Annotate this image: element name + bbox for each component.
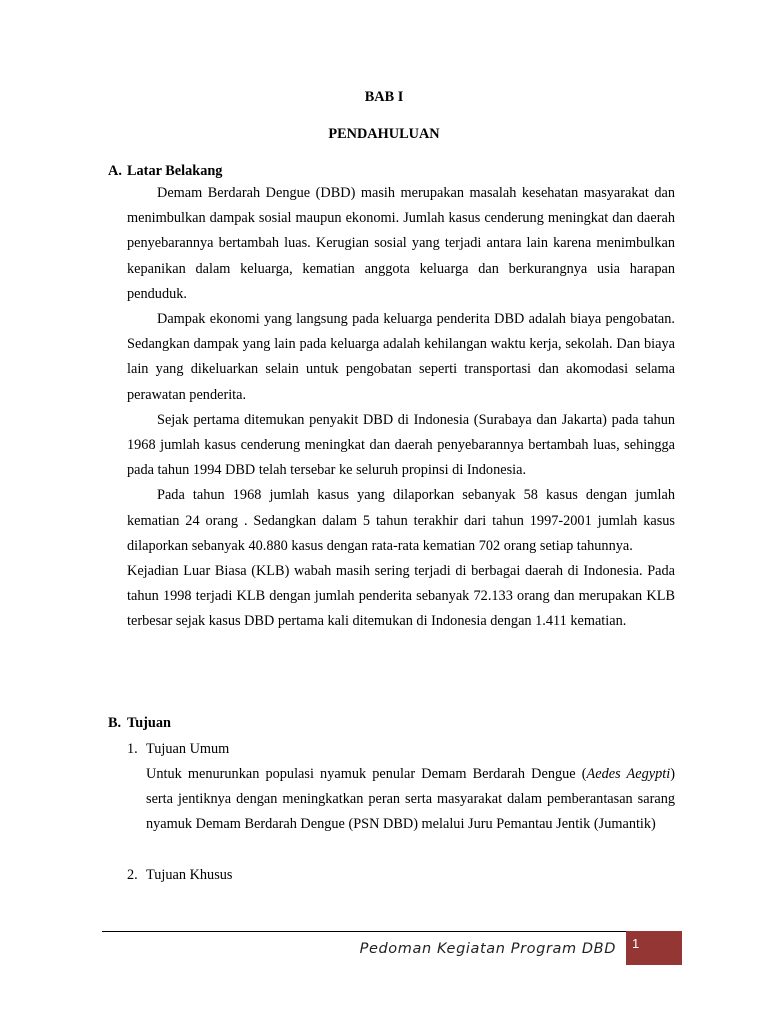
- paragraph: Pada tahun 1968 jumlah kasus yang dilaporkan sebanyak 58 kasus dengan jumlah kematian 24 orang . Sedangkan dalam 5 tahun terakhir dari tahun 1997-2001 jumlah kasus dilaporkan sebanyak 40.880 kasus dengan rata-rata kematian 702 orang setiap tahunnya.: [127, 487, 675, 554]
- chapter-title: PENDAHULUAN: [328, 126, 440, 142]
- footer-rule: [102, 931, 626, 932]
- paragraph: Sejak pertama ditemukan penyakit DBD di Indonesia (Surabaya dan Jakarta) pada tahun 1968 jumlah kasus cenderung meningkat dan daerah penyebarannya bertambah luas, sehingga pada tahun 1994 DBD telah tersebar ke seluruh propinsi di Indonesia.: [127, 411, 675, 479]
- section-a-body: [127, 181, 675, 635]
- list-item-number: 1.: [127, 741, 138, 757]
- page-number: 1: [632, 936, 640, 951]
- paragraph: Dampak ekonomi yang langsung pada keluarga penderita DBD adalah biaya pengobatan. Sedangkan dampak yang lain pada keluarga adalah kehilangan waktu kerja, sekolah. Dan biaya lain yang dikeluarkan selain untuk pengobatan seperti transportasi dan akomodasi selama perawatan penderita.: [127, 311, 675, 403]
- list-item-title: Tujuan Khusus: [146, 867, 233, 883]
- paragraph: Kejadian Luar Biasa (KLB) wabah masih sering terjadi di berbagai daerah di Indonesia. Pada tahun 1998 terjadi KLB dengan jumlah penderita sebanyak 72.133 orang dan merupakan KLB terbesar sejak kasus DBD pertama kali ditemukan di Indonesia dengan 1.411 kematian.: [127, 563, 675, 630]
- tujuan-umum-body: [146, 762, 675, 838]
- text-segment: ) serta jentiknya dengan meningkatkan peran serta masyarakat dalam pemberantasan sarang nyamuk Demam Berdarah Dengue (PSN DBD) melalui Juru Pemantau Jentik (Jumantik): [146, 766, 675, 833]
- section-b-heading: [108, 714, 676, 732]
- paragraph: Demam Berdarah Dengue (DBD) masih merupakan masalah kesehatan masyarakat dan menimbulkan dampak sosial maupun ekonomi. Jumlah kasus cenderung meningkat dan daerah penyebarannya bertambah luas. Kerugian sosial yang terjadi antara lain karena menimbulkan kepanikan dalam keluarga, kematian anggota keluarga dan berkurangnya usia harapan penduduk.: [127, 185, 675, 302]
- footer-title: Pedoman Kegiatan Program DBD: [359, 941, 616, 957]
- section-a-number: A.: [108, 163, 122, 179]
- section-a-heading: [108, 162, 676, 180]
- list-item-title: Tujuan Umum: [146, 741, 230, 757]
- section-b-title: Tujuan: [127, 715, 171, 731]
- species-name: Aedes Aegypti: [586, 766, 671, 782]
- chapter-number: BAB I: [364, 89, 404, 105]
- page-number-badge: [626, 931, 682, 965]
- paragraph: [146, 762, 675, 838]
- section-a-title: Latar Belakang: [127, 163, 223, 179]
- text-segment: Untuk menurunkan populasi nyamuk penular Demam Berdarah Dengue (: [146, 766, 587, 782]
- list-item-tujuan-umum: [127, 740, 675, 758]
- list-item-tujuan-khusus: [127, 866, 675, 884]
- section-b-number: B.: [108, 715, 122, 731]
- list-item-number: 2.: [127, 867, 138, 883]
